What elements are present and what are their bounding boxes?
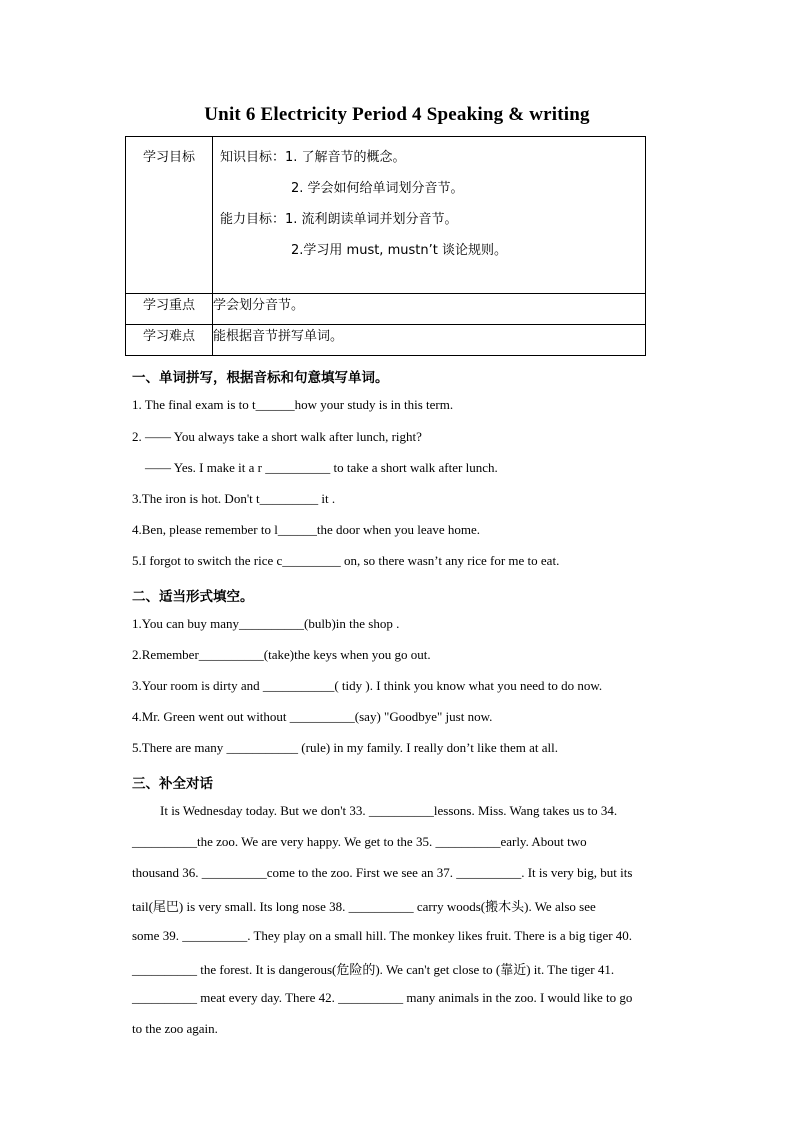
objectives-content [213, 137, 646, 294]
exercise-line: 2.Remember__________(take)the keys when you go out. [132, 647, 431, 662]
exercise-line: 4.Mr. Green went out without __________(say) "Goodbye" just now. [132, 709, 493, 724]
passage-line: __________ the forest. It is dangerous(危险的). We can't get close to (靠近) it. The tiger 41. [132, 962, 615, 977]
label-objectives: 学习目标 [126, 137, 213, 294]
table-row-objectives [126, 137, 646, 294]
passage-line: __________the zoo. We are very happy. We get to the 35. __________early. About two [132, 834, 587, 849]
exercise-line: 5.I forgot to switch the rice c_________ on, so there wasn’t any rice for me to eat. [132, 553, 560, 568]
key-points-content: 学会划分音节。 [213, 294, 646, 325]
table-row-difficulties [126, 325, 646, 356]
exercise-line: —— Yes. I make it a r __________ to take a short walk after lunch. [145, 460, 498, 475]
section1-heading: 一、单词拼写，根据音标和句意填写单词。 [132, 370, 389, 386]
page-title: Unit 6 Electricity Period 4 Speaking & writing [204, 104, 590, 125]
objective-line: 2. 学会如何给单词划分音节。 [291, 181, 464, 196]
passage-line: tail(尾巴) is very small. Its long nose 38. __________ carry woods(搬木头). We also see [132, 899, 596, 914]
objective-line: 能力目标：1. 流利朗读单词并划分音节。 [220, 212, 458, 227]
label-key-points: 学习重点 [126, 294, 213, 325]
objective-line: 知识目标：1. 了解音节的概念。 [220, 150, 406, 165]
passage-line: It is Wednesday today. But we don't 33. __________lessons. Miss. Wang takes us to 34. [160, 803, 618, 818]
label-difficulties: 学习难点 [126, 325, 213, 356]
passage-line: to the zoo again. [132, 1021, 218, 1036]
exercise-line: 5.There are many ___________ (rule) in my family. I really don’t like them at all. [132, 740, 558, 755]
passage-line: __________ meat every day. There 42. __________ many animals in the zoo. I would like to go [132, 990, 633, 1005]
difficulties-content: 能根据音节拼写单词。 [213, 325, 646, 356]
exercise-line: 3.Your room is dirty and ___________( tidy ). I think you know what you need to do now. [132, 678, 603, 693]
objective-line: 2.学习用 must, mustn’t 谈论规则。 [291, 243, 507, 258]
passage-line: thousand 36. __________come to the zoo. First we see an 37. __________. It is very big, but its [132, 865, 633, 880]
exercise-line: 1. The final exam is to t______how your study is in this term. [132, 397, 454, 412]
goals-table [125, 136, 646, 356]
exercise-line: 1.You can buy many__________(bulb)in the shop . [132, 616, 400, 631]
passage-line: some 39. __________. They play on a small hill. The monkey likes fruit. There is a big tiger 40. [132, 928, 633, 943]
table-row-key-points [126, 294, 646, 325]
exercise-line: 2. —— You always take a short walk after lunch, right? [132, 429, 422, 444]
exercise-line: 3.The iron is hot. Don't t_________ it . [132, 491, 336, 506]
section2-heading: 二、适当形式填空。 [132, 589, 254, 605]
exercise-line: 4.Ben, please remember to l______the door when you leave home. [132, 522, 481, 537]
section3-heading: 三、补全对话 [132, 776, 213, 792]
